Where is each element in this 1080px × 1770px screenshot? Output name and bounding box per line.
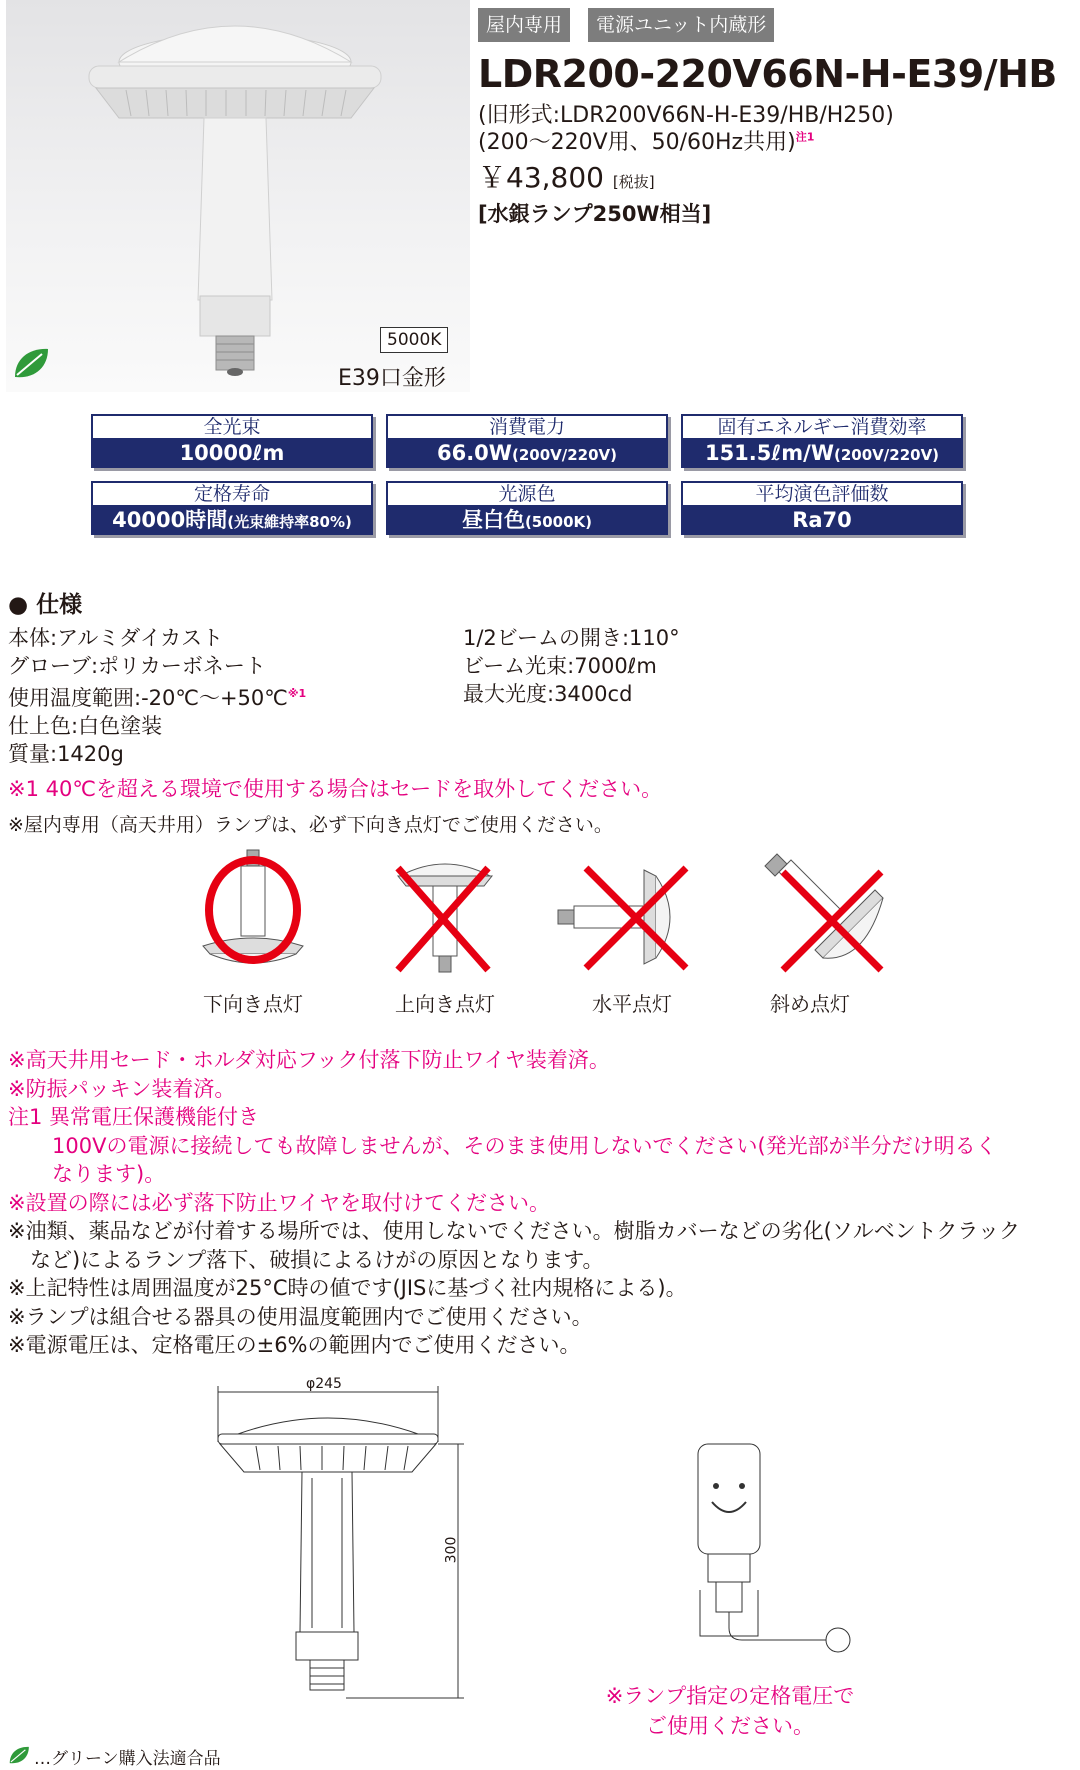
- note-line: ※設置の際には必ず落下防止ワイヤを取付けてください。: [8, 1190, 550, 1215]
- green-purchase-legend: [8, 1744, 221, 1769]
- leaf-icon: [12, 346, 50, 384]
- spec-item: 使用温度範囲:-20℃〜+50℃$^{※1}$: [8, 686, 307, 710]
- voltage-illustration: [690, 1440, 860, 1674]
- temp-note-ref: ※1: [287, 687, 307, 700]
- caption-up: 上向き点灯: [395, 992, 495, 1016]
- voltage-spec: [478, 125, 814, 156]
- caption-down: 下向き点灯: [203, 992, 303, 1016]
- spec-box-light-color: [386, 481, 668, 535]
- spec-box-value: 66.0W(200V/220V): [386, 438, 668, 468]
- price-tax: [税抜]: [612, 173, 655, 191]
- spec-box-label: 平均演色評価数: [681, 481, 963, 505]
- note-line: 100Vの電源に接続しても故障しませんが、そのまま使用しないでください(発光部が半分だけ明るく: [52, 1133, 997, 1158]
- height-dimension: 300: [443, 1536, 460, 1564]
- price-value: ￥43,800: [478, 161, 604, 194]
- spec-list-left: [8, 624, 306, 768]
- spec-list-right: [463, 624, 680, 708]
- voltage-warning: [605, 1680, 855, 1740]
- note-line: なります)。: [52, 1162, 166, 1186]
- spec-item: 仕上色:白色塗装: [8, 714, 163, 738]
- spec-box-value: 昼白色(5000K): [386, 505, 668, 535]
- old-model: (旧形式:LDR200V66N-H-E39/HB/H250): [478, 103, 894, 128]
- voltage-warning-line: ご使用ください。: [646, 1714, 814, 1738]
- spec-box-lifetime: [91, 481, 373, 535]
- note-line: 注1 異常電圧保護機能付き: [8, 1105, 260, 1129]
- lamp-diagonal-icon: [755, 846, 905, 990]
- spec-box-label: 定格寿命: [91, 481, 373, 505]
- spec-box-value: Ra70: [681, 505, 963, 535]
- voltage-text: (200〜220V用、50/60Hz共用): [478, 130, 796, 155]
- spec-box-value: 10000ℓm: [91, 438, 373, 468]
- spec-box-value: 40000時間(光束維持率80%): [91, 505, 373, 535]
- orientation-caution: ※屋内専用（高天井用）ランプは、必ず下向き点灯でご使用ください。: [8, 814, 613, 836]
- note-line: ※上記特性は周囲温度が25°C時の値です(JISに基づく社内規格による)。: [8, 1276, 687, 1300]
- spec-box-efficiency: [681, 414, 963, 468]
- width-dimension: φ245: [306, 1376, 342, 1392]
- spec-item: グローブ:ポリカーボネート: [8, 654, 266, 678]
- temperature-caution: ※1 40℃を超える環境で使用する場合はセードを取外してください。: [8, 777, 663, 801]
- spec-item: 最大光度:3400cd: [463, 682, 633, 706]
- price: [478, 156, 655, 196]
- base-type-label: E39口金形: [338, 366, 446, 391]
- footer-text: …グリーン購入法適合品: [34, 1749, 221, 1769]
- spec-box-power: [386, 414, 668, 468]
- note-line: ※電源電圧は、定格電圧の±6%の範囲内でご使用ください。: [8, 1333, 581, 1357]
- spec-box-label: 全光束: [91, 414, 373, 438]
- spec-item: ビーム光束:7000ℓm: [463, 654, 657, 678]
- spec-box-cri: [681, 481, 963, 535]
- note-line: など)によるランプ落下、破損によるけがの原因となります。: [30, 1247, 604, 1272]
- lamp-up-icon: [370, 846, 520, 990]
- lamp-horizontal-icon: [556, 846, 706, 990]
- voltage-note-ref: 注1: [795, 130, 815, 144]
- spec-heading: ● 仕様: [8, 592, 83, 618]
- note-line: ※油類、薬品などが付着する場所では、使用しないでください。樹脂カバーなどの劣化(ソルベントクラック: [8, 1219, 1020, 1243]
- color-temp-label: 5000K: [380, 327, 448, 353]
- builtin-power-tag: 電源ユニット内蔵形: [588, 8, 774, 42]
- spec-box-label: 固有エネルギー消費効率: [681, 414, 963, 438]
- spec-item: 本体:アルミダイカスト: [8, 626, 224, 650]
- spec-item: 質量:1420g: [8, 742, 124, 766]
- caption-horizontal: 水平点灯: [592, 992, 672, 1016]
- model-number: LDR200-220V66N-H-E39/HB: [478, 52, 1057, 96]
- voltage-warning-line: ※ランプ指定の定格電圧で: [605, 1684, 855, 1708]
- leaf-icon: [8, 1745, 30, 1769]
- spec-item: 1/2ビームの開き:110°: [463, 626, 680, 650]
- caption-diagonal: 斜め点灯: [770, 992, 850, 1016]
- spec-box-value: 151.5ℓm/W(200V/220V): [681, 438, 963, 468]
- spec-box-luminous-flux: [91, 414, 373, 468]
- note-line: ※高天井用セード・ホルダ対応フック付落下防止ワイヤ装着済。: [8, 1048, 610, 1072]
- note-line: ※ランプは組合せる器具の使用温度範囲内でご使用ください。: [8, 1304, 593, 1329]
- notes-block: [8, 1046, 1020, 1360]
- spec-box-label: 光源色: [386, 481, 668, 505]
- indoor-tag: 屋内専用: [478, 8, 570, 42]
- note-line: ※防振パッキン装着済。: [8, 1076, 236, 1101]
- equivalent-lamp: [水銀ランプ250W相当]: [478, 202, 712, 226]
- lamp-down-icon: [178, 846, 328, 990]
- dimension-drawing: [212, 1382, 482, 1708]
- spec-box-label: 消費電力: [386, 414, 668, 438]
